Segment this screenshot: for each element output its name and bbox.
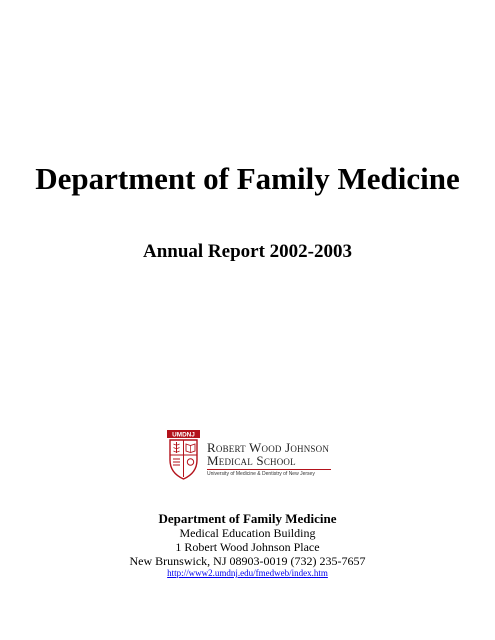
logo-divider	[207, 469, 331, 470]
logo-line-medical-school: Medical School	[207, 453, 296, 468]
crest-badge-text: UMDNJ	[172, 431, 195, 439]
logo-tagline: University of Medicine & Dentistry of New Jersey	[207, 471, 315, 477]
website-link[interactable]: http://www2.umdnj.edu/fmedweb/index.htm	[167, 568, 328, 578]
address-website	[0, 567, 495, 579]
address-department: Department of Family Medicine	[158, 511, 337, 526]
address-city-phone: New Brunswick, NJ 08903-0019 (732) 235-7657	[129, 554, 366, 568]
logo-line-school-name: Robert Wood Johnson	[207, 440, 330, 455]
rwj-medical-school-logo	[167, 430, 342, 480]
document-subtitle: Annual Report 2002-2003	[142, 241, 352, 262]
document-title: Department of Family Medicine	[35, 161, 460, 196]
umdnj-crest-icon	[167, 430, 200, 480]
address-street: 1 Robert Wood Johnson Place	[175, 540, 320, 554]
address-building: Medical Education Building	[179, 526, 316, 540]
